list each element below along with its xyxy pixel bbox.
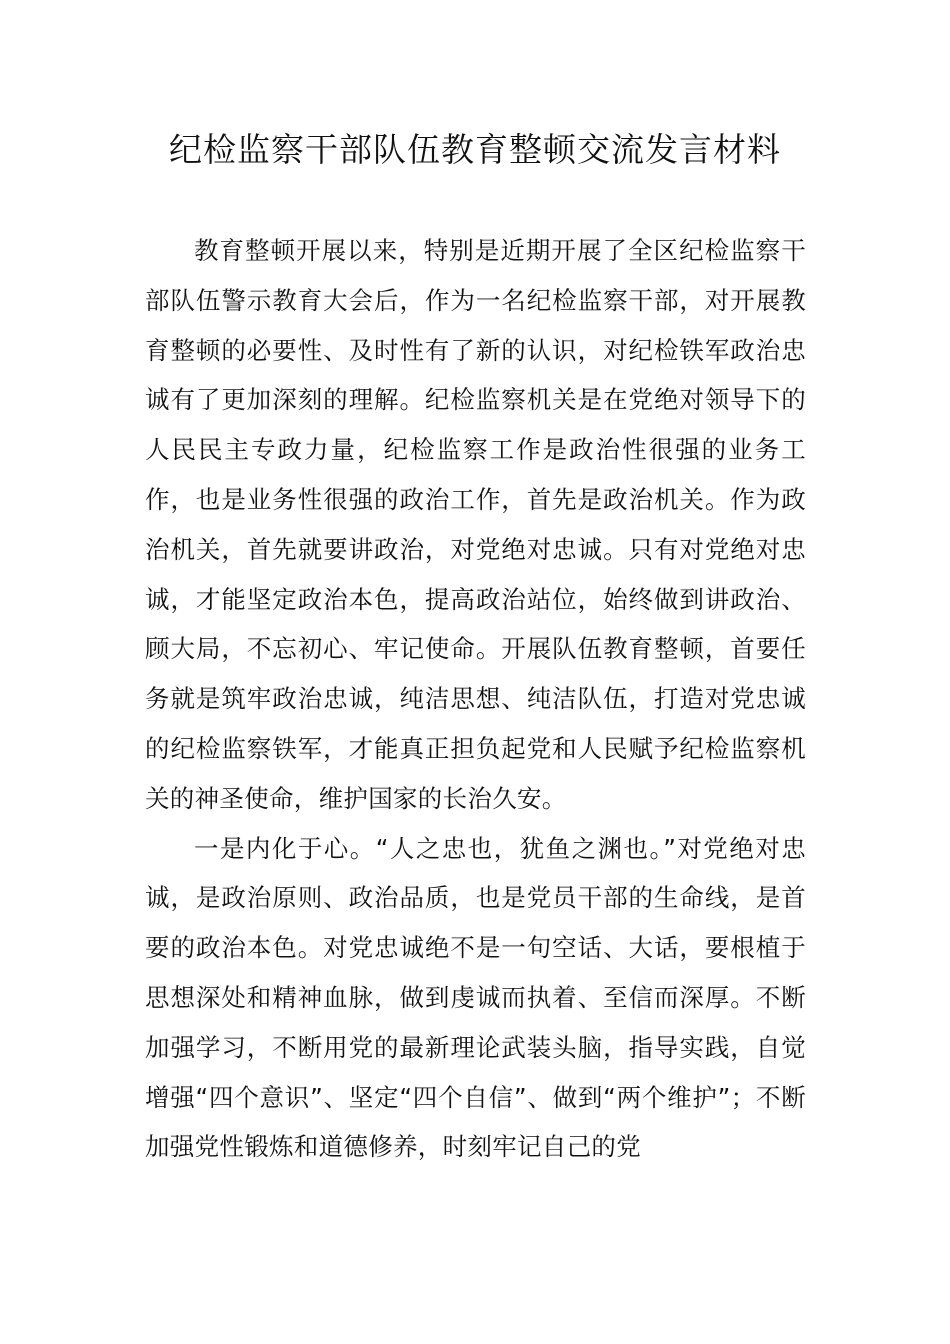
body-paragraph-internalize: 一是内化于心。“人之忠也，犹鱼之渊也。”对党绝对忠诚，是政治原则、政治品质，也是党员干部的生命线，是首要的政治本色。对党忠诚绝不是一句空话、大话，要根植于思想深处和精神血脉，做到虔诚而执着、至信而深厚。不断加强学习，不断用党的最新理论武装头脑，指导实践，自觉增强“四个意识”、坚定“四个自信”、做到“两个维护”；不断加强党性锻炼和道德修养，时刻牢记自己的党 <box>145 833 806 1162</box>
document-title: 纪检监察干部队伍教育整顿交流发言材料 <box>169 130 781 169</box>
document-body <box>145 226 806 1172</box>
body-paragraph-intro: 教育整顿开展以来，特别是近期开展了全区纪检监察干部队伍警示教育大会后，作为一名纪检监察干部，对开展教育整顿的必要性、及时性有了新的认识，对纪检铁军政治忠诚有了更加深刻的理解。纪检监察机关是在党绝对领导下的人民民主专政力量，纪检监察工作是政治性很强的业务工作，也是业务性很强的政治工作，首先是政治机关。作为政治机关，首先就要讲政治，对党绝对忠诚。只有对党绝对忠诚，才能坚定政治本色，提高政治站位，始终做到讲政治、顾大局，不忘初心、牢记使命。开展队伍教育整顿，首要任务就是筑牢政治忠诚，纯洁思想、纯洁队伍，打造对党忠诚的纪检监察铁军，才能真正担负起党和人民赋予纪检监察机关的神圣使命，维护国家的长治久安。 <box>145 236 806 813</box>
